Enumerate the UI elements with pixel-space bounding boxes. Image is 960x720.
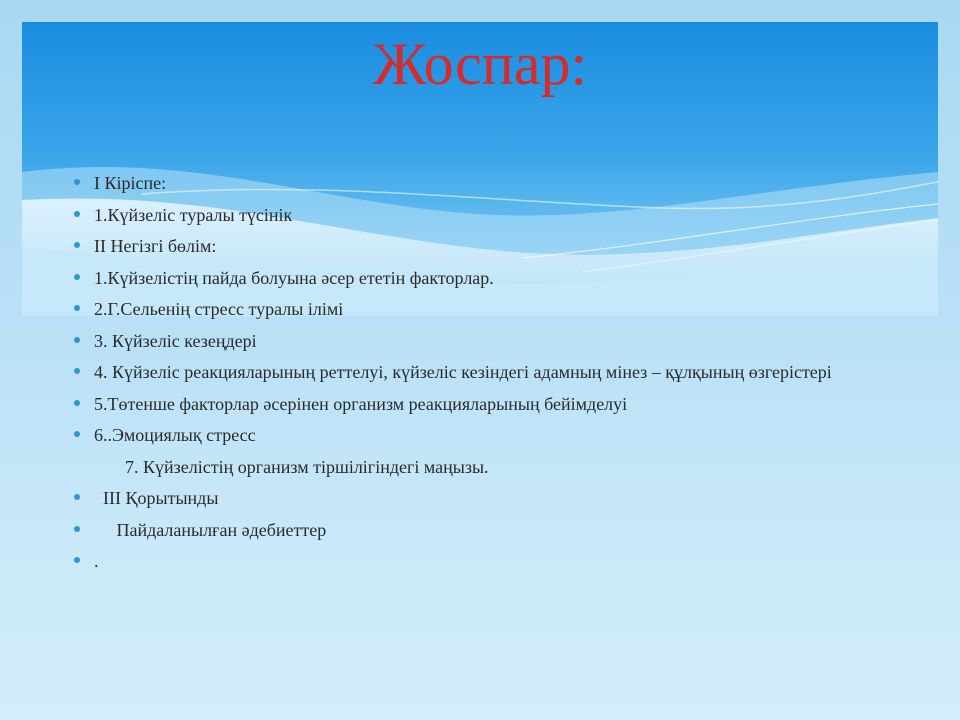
bullet-icon <box>74 494 80 500</box>
bullet-icon <box>74 337 80 343</box>
slide-title: Жоспар: <box>372 31 588 97</box>
plan-list <box>74 172 854 582</box>
bullet-icon <box>74 526 80 532</box>
bullet-icon <box>74 274 80 280</box>
list-item-text: 2.Г.Сельенің стресс туралы ілімі <box>94 299 344 319</box>
list-item-text: 7. Күйзелістің организм тіршілігіндегі маңызы. <box>125 456 489 477</box>
list-item-text: 1.Күйзелістің пайда болуына әсер ететін факторлар. <box>94 267 494 288</box>
bullet-icon <box>74 557 80 563</box>
list-item <box>74 550 854 572</box>
list-item <box>74 519 854 541</box>
list-item-text: 1.Күйзеліс туралы түсінік <box>94 204 293 225</box>
bullet-icon <box>74 179 80 185</box>
bullet-icon <box>74 211 80 217</box>
list-item-text: 6..Эмоциялық стресс <box>94 425 256 445</box>
list-item-text: II Негізгі бөлім: <box>94 236 217 256</box>
list-item <box>74 487 854 509</box>
list-item <box>74 456 854 478</box>
bullet-icon <box>74 431 80 437</box>
list-item-text: Пайдаланылған әдебиеттер <box>94 519 327 540</box>
list-item <box>74 267 854 289</box>
list-item-text: III Қорытынды <box>94 488 219 508</box>
list-item <box>74 424 854 446</box>
list-item <box>74 298 854 320</box>
list-item-text: . <box>94 551 99 571</box>
list-item-text: 5.Төтенше факторлар әсерінен организм реакцияларының бейімделуі <box>94 393 628 414</box>
list-item <box>74 204 854 226</box>
list-item <box>74 172 854 194</box>
list-item <box>74 330 854 352</box>
bullet-icon <box>74 368 80 374</box>
list-item <box>74 393 854 415</box>
list-item <box>74 235 854 257</box>
list-item-text: 4. Күйзеліс реакцияларының реттелуі, күйзеліс кезіндегі адамның мінез – құлқының өзгерістері <box>94 362 832 382</box>
list-item <box>74 361 854 383</box>
bullet-icon <box>74 305 80 311</box>
bullet-icon <box>74 242 80 248</box>
list-item-text: I Кіріспе: <box>94 173 167 193</box>
list-item-text: 3. Күйзеліс кезеңдері <box>94 330 257 351</box>
bullet-icon <box>74 400 80 406</box>
